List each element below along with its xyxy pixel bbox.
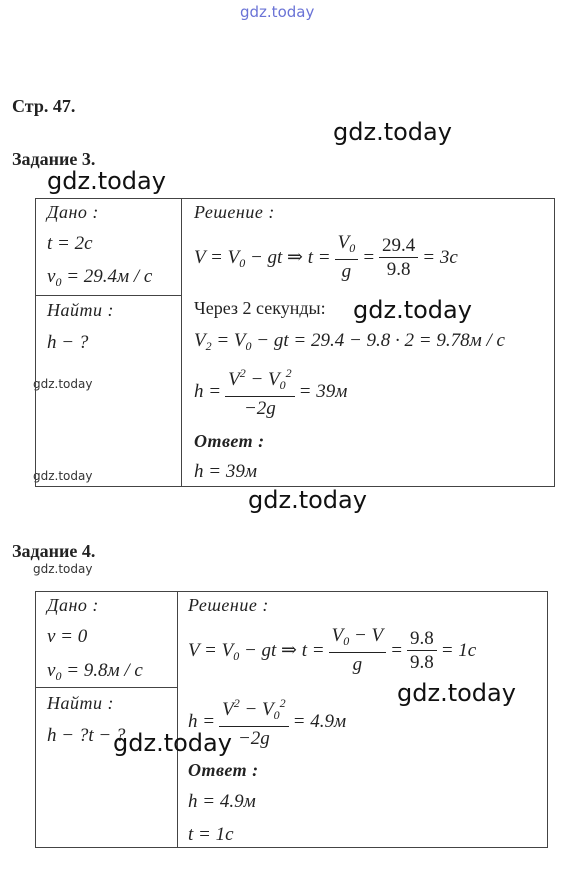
task3-solution-label: Решение : [194,202,275,222]
task4-given-2: $v_0 = 9.8м / c$ [47,660,143,683]
watermark: gdz.today [33,562,93,576]
watermark: gdz.today [47,167,166,195]
watermark: gdz.today [248,486,367,514]
task3-given-time: t = 2c [47,233,93,254]
task4-answer-label: Ответ : [188,760,259,780]
watermark: gdz.today [333,118,452,146]
task4-answer-1: h = 4.9м [188,791,256,812]
task3-given-label: Дано : [47,202,99,222]
task3-find-label: Найти : [47,300,114,320]
task3-answer: h = 39м [194,461,257,482]
task3-divider [181,198,182,486]
watermark: gdz.today [397,679,516,707]
page-heading: Стр. 47. [12,96,76,116]
task4-answer-2: t = 1c [188,824,234,845]
task4-equation-1: $V = V_0$ − gt ⇒ t = $\frac{V_0 - V}{g}$ = $\frac{9.8}{9.8}$ = 1c [188,625,477,675]
task3-equation-1: $V = V_0$ − gt ⇒ t = $\frac{V_0}{g}$ = $\frac{29.4}{9.8}$ = 3c [194,232,458,282]
task3-through-text: Через 2 секунды: [194,298,326,318]
task4-given-label: Дано : [47,595,99,615]
task3-equation-3: h = $\frac{V^2 - V_0^2}{-2g}$ = 39м [194,362,347,421]
watermark: gdz.today [33,377,93,391]
task4-find: h − ?t − ? [47,725,126,746]
watermark: gdz.today [113,729,232,757]
watermark: gdz.today [33,469,93,483]
task4-divider [35,687,178,688]
task3-equation-2: $V_2 = V_0$ − gt = 29.4 − 9.8 · 2 = 9.78м / c [194,330,505,353]
watermark-top: gdz.today [240,3,315,21]
task4-equation-2: h = $\frac{V^2 - V_0^2}{-2g}$ = 4.9м [188,692,346,751]
task3-given-velocity: $v_0 = 29.4м / c$ [47,266,153,289]
task3-answer-label: Ответ : [194,431,265,451]
task3-find: h − ? [47,332,89,353]
task4-divider [177,591,178,847]
task4-given-1: v = 0 [47,626,88,647]
task4-heading: Задание 4. [12,541,96,561]
task3-divider [35,295,182,296]
watermark: gdz.today [353,296,472,324]
task4-solution-label: Решение : [188,595,269,615]
task3-heading: Задание 3. [12,149,96,169]
task4-find-label: Найти : [47,693,114,713]
